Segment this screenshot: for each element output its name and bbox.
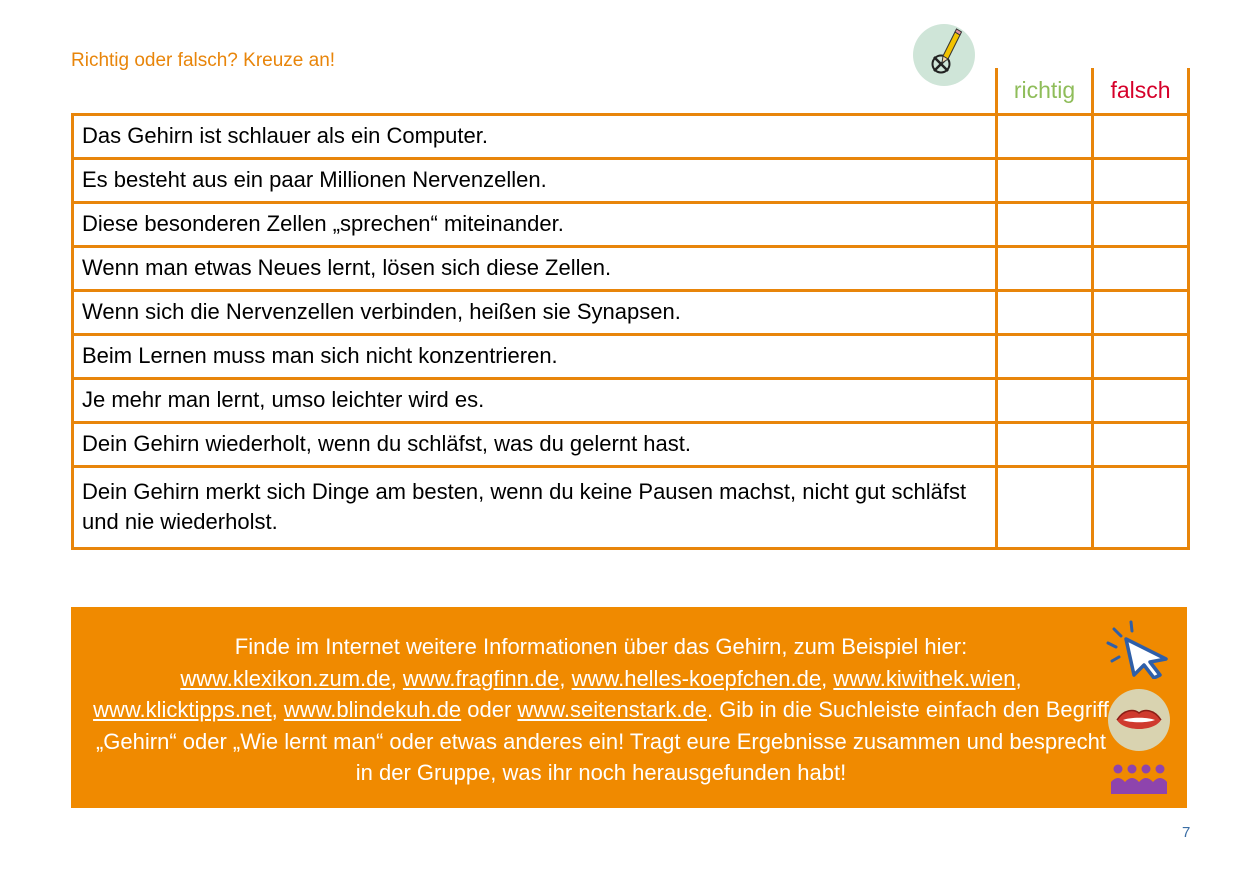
checkbox-richtig[interactable]	[997, 290, 1093, 334]
checkbox-falsch[interactable]	[1093, 466, 1189, 548]
checkbox-richtig[interactable]	[997, 422, 1093, 466]
table-row	[73, 202, 1189, 246]
checkbox-richtig[interactable]	[997, 246, 1093, 290]
link-helles-koepfchen[interactable]: www.helles-koepfchen.de	[571, 665, 822, 691]
checkbox-falsch[interactable]	[1093, 290, 1189, 334]
checkbox-richtig[interactable]	[997, 334, 1093, 378]
checkbox-falsch[interactable]	[1093, 202, 1189, 246]
info-paragraph: Finde im Internet weitere Informationen über das Gehirn, zum Beispiel hier: www.klexikon.zum.de, www.fragfinn.de, www.helles-koepfchen.de, www.kiwithek.wien, www.klicktipps.net, www.blindekuh.de oder www.seitenstark.de. Gib in die Suchleiste einfach den Begriff „Gehirn“ oder „Wie lernt man“ oder etwas anderes ein! Tragt eure Ergebnisse zusammen und besprecht in der Gruppe, was ihr noch herausgefunden habt!	[93, 634, 1109, 785]
statement-text: Beim Lernen muss man sich nicht konzentrieren.	[73, 334, 997, 378]
table-row	[73, 246, 1189, 290]
checkbox-richtig[interactable]	[997, 158, 1093, 202]
group-people-icon	[1109, 763, 1169, 795]
checkbox-richtig[interactable]	[997, 378, 1093, 422]
checkbox-falsch[interactable]	[1093, 334, 1189, 378]
link-klicktipps[interactable]: www.klicktipps.net	[93, 697, 272, 722]
checkbox-richtig[interactable]	[997, 202, 1093, 246]
link-klexikon[interactable]: www.klexikon.zum.de	[180, 665, 391, 691]
checkbox-falsch[interactable]	[1093, 378, 1189, 422]
checkbox-falsch[interactable]	[1093, 422, 1189, 466]
internet-info-box	[71, 607, 1187, 808]
link-fragfinn[interactable]: www.fragfinn.de	[402, 665, 560, 691]
info-intro: Finde im Internet weitere Informationen über das Gehirn, zum Beispiel hier:	[234, 634, 968, 659]
checkbox-falsch[interactable]	[1093, 246, 1189, 290]
table-row	[73, 158, 1189, 202]
table-header-row	[73, 68, 1189, 114]
info-outro: . Gib in die Suchleiste einfach den Begriff „Gehirn“ oder „Wie lernt man“ oder etwas anderes ein! Tragt eure Ergebnisse zusammen und besprecht in der Gruppe, was ihr noch herausgefunden habt!	[95, 697, 1109, 785]
table-row	[73, 422, 1189, 466]
checkbox-richtig[interactable]	[997, 466, 1093, 548]
cursor-click-icon	[1104, 619, 1174, 679]
link-blindekuh[interactable]: www.blindekuh.de	[283, 697, 462, 722]
checkbox-richtig[interactable]	[997, 114, 1093, 158]
header-falsch: falsch	[1093, 68, 1189, 114]
header-spacer	[73, 68, 997, 114]
statement-text: Diese besonderen Zellen „sprechen“ miteinander.	[73, 202, 997, 246]
statement-text: Dein Gehirn merkt sich Dinge am besten, wenn du keine Pausen machst, nicht gut schläfst und nie wiederholst.	[73, 466, 997, 548]
statement-text: Dein Gehirn wiederholt, wenn du schläfst, was du gelernt hast.	[73, 422, 997, 466]
true-false-table	[71, 68, 1190, 550]
page-number: 7	[1182, 824, 1191, 841]
statement-text: Wenn sich die Nervenzellen verbinden, heißen sie Synapsen.	[73, 290, 997, 334]
instruction-heading: Richtig oder falsch? Kreuze an!	[71, 50, 336, 71]
table-row	[73, 114, 1189, 158]
checkbox-falsch[interactable]	[1093, 114, 1189, 158]
table-row	[73, 466, 1189, 548]
statement-text: Wenn man etwas Neues lernt, lösen sich diese Zellen.	[73, 246, 997, 290]
header-richtig: richtig	[997, 68, 1093, 114]
table-row	[73, 290, 1189, 334]
table-row	[73, 378, 1189, 422]
statement-text: Je mehr man lernt, umso leichter wird es.	[73, 378, 997, 422]
link-kiwithek[interactable]: www.kiwithek.wien	[833, 665, 1016, 691]
checkbox-falsch[interactable]	[1093, 158, 1189, 202]
mouth-speak-icon	[1108, 689, 1170, 751]
link-seitenstark[interactable]: www.seitenstark.de	[517, 697, 707, 722]
statement-text: Das Gehirn ist schlauer als ein Computer.	[73, 114, 997, 158]
statement-text: Es besteht aus ein paar Millionen Nervenzellen.	[73, 158, 997, 202]
table-row	[73, 334, 1189, 378]
